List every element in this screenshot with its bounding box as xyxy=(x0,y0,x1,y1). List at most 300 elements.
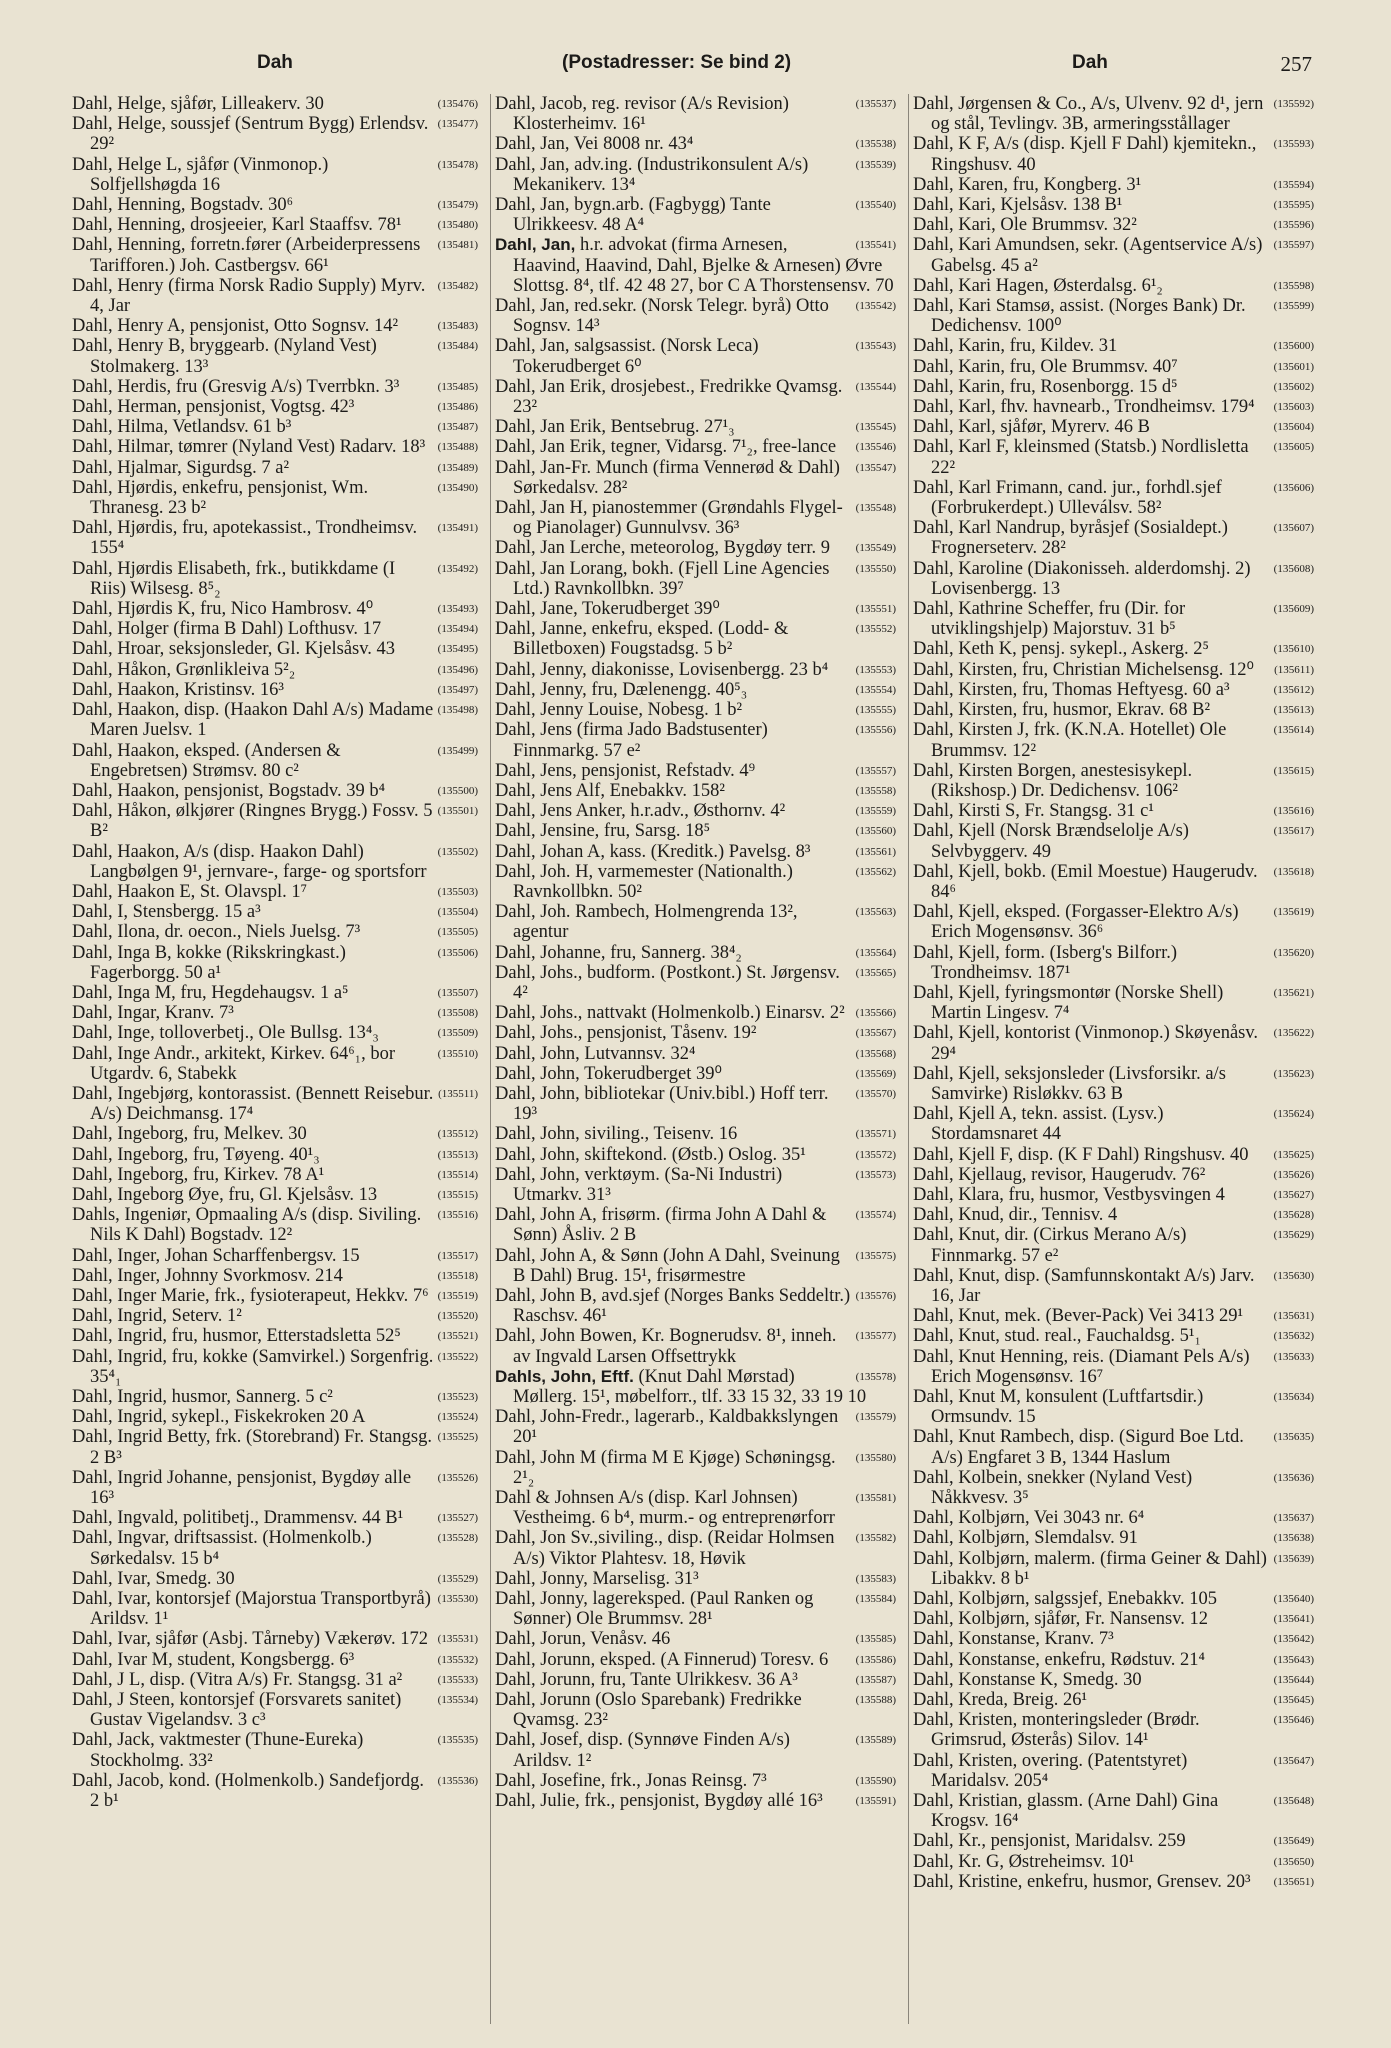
entry-text: Dahl, Kjell (Norsk Brændselolje A/s) Selvbyggerv. 49 xyxy=(913,821,1189,862)
entry-text: Dahl, Kirsten J, frk. (K.N.A. Hotellet) Ole Brummsv. 12² xyxy=(913,720,1227,761)
entry-code: (135615) xyxy=(1273,764,1314,777)
directory-entry xyxy=(72,700,482,740)
entry-code: (135479) xyxy=(437,199,478,212)
entry-code: (135500) xyxy=(437,784,478,797)
entry-text: Dahl, Inga M, fru, Hegdehaugsv. 1 a⁵ xyxy=(72,982,349,1003)
entry-text: Dahl, Konstanse K, Smedg. 30 xyxy=(913,1669,1142,1690)
entry-text: Dahl, Jan, bygn.arb. (Fagbygg) Tante Ulrikkeesv. 48 A⁴ xyxy=(495,195,771,236)
entry-code: (135547) xyxy=(855,461,896,474)
entry-text: Dahl, Jensine, fru, Sarsg. 18⁵ xyxy=(495,821,711,842)
entry-code: (135645) xyxy=(1273,1694,1314,1707)
entry-code: (135538) xyxy=(855,138,896,151)
entry-code: (135576) xyxy=(855,1289,896,1302)
entry-text: Dahl, Haakon, Kristinsv. 16³ xyxy=(72,679,284,700)
entry-text: Dahl, Julie, frk., pensjonist, Bygdøy allé 16³ xyxy=(495,1791,823,1812)
entry-code: (135556) xyxy=(855,724,896,737)
directory-entry xyxy=(913,518,1318,558)
entry-text: Dahl, John, skiftekond. (Østb.) Oslog. 35¹ xyxy=(495,1144,806,1165)
entry-code: (135605) xyxy=(1273,441,1314,454)
directory-entry xyxy=(72,1650,482,1670)
entry-text: Dahl, Jan, h.r. advokat (firma Arnesen, Haavind, Haavind, Dahl, Bjelke & Arnesen) Øvre Slottsg. 8⁴, tlf. 42 48 27, bor C A Thorstensensv. 70 xyxy=(495,235,894,296)
directory-entry xyxy=(495,155,900,195)
directory-entry xyxy=(72,922,482,942)
entry-text: Dahl, Henning, drosjeeier, Karl Staaffsv. 78¹ xyxy=(72,215,402,236)
entry-text: Dahl, Jan, adv.ing. (Industrikonsulent A/s) Mekanikerv. 13⁴ xyxy=(495,154,809,195)
entry-code: (135579) xyxy=(855,1411,896,1424)
entry-text: Dahl, Jane, Tokerudberget 39⁰ xyxy=(495,599,720,620)
entry-text: Dahl, Hjalmar, Sigurdsg. 7 a² xyxy=(72,457,290,478)
entry-text: Dahl, Helge, soussjef (Sentrum Bygg) Erlendsv. 29² xyxy=(72,114,429,155)
directory-entry xyxy=(913,1650,1318,1670)
directory-entry xyxy=(495,1407,900,1447)
entry-code: (135524) xyxy=(437,1411,478,1424)
directory-entry xyxy=(72,902,482,922)
entry-text: Dahl, Joh. H, varmemester (Nationalth.) Ravnkollbkn. 50² xyxy=(495,861,793,902)
entry-code: (135584) xyxy=(855,1593,896,1606)
entry-text: Dahl, Hjørdis K, fru, Nico Hambrosv. 4⁰ xyxy=(72,599,374,620)
directory-entry xyxy=(72,1427,482,1467)
entry-code: (135632) xyxy=(1273,1330,1314,1343)
entry-text: Dahl, Ivar, sjåfør (Asbj. Tårneby) Vækerøv. 172 xyxy=(72,1629,428,1650)
entry-code: (135541) xyxy=(855,239,896,252)
directory-entry xyxy=(72,1387,482,1407)
header-postal-note: (Postadresser: Se bind 2) xyxy=(562,52,792,73)
entry-text: Dahl, Kjell A, tekn. assist. (Lysv.) Stordamsnaret 44 xyxy=(913,1104,1164,1145)
directory-entry xyxy=(913,1872,1318,1892)
directory-entry xyxy=(495,1771,900,1791)
entry-code: (135614) xyxy=(1273,724,1314,737)
entry-code: (135513) xyxy=(437,1148,478,1161)
directory-entry xyxy=(495,660,900,680)
entry-text: Dahl, Johs., pensjonist, Tåsenv. 19² xyxy=(495,1023,757,1044)
directory-entry xyxy=(72,1306,482,1326)
entry-text: Dahl, Ingeborg, fru, Melkev. 30 xyxy=(72,1124,307,1145)
entry-code: (135631) xyxy=(1273,1310,1314,1323)
entry-code: (135495) xyxy=(437,643,478,656)
entry-text: Dahl, Karoline (Diakonisseh. alderdomshj. 2) Lovisenbergg. 13 xyxy=(913,558,1251,599)
directory-entry xyxy=(495,1670,900,1690)
entry-code: (135561) xyxy=(855,845,896,858)
entry-text: Dahl, John B, avd.sjef (Norges Banks Seddeltr.) Raschsv. 46¹ xyxy=(495,1285,851,1327)
entry-text: Dahl, Jorun, Venåsv. 46 xyxy=(495,1629,671,1650)
entry-code: (135536) xyxy=(437,1774,478,1787)
entry-code: (135593) xyxy=(1273,138,1314,151)
directory-entry xyxy=(72,155,482,195)
directory-entry xyxy=(72,1589,482,1629)
directory-entry xyxy=(495,1205,900,1245)
entry-text: Dahl, John Bowen, Kr. Bognerudsv. 8¹, inneh. av Ingvald Larsen Offsettrykk xyxy=(495,1326,837,1367)
entry-text: Dahl, Jack, vaktmester (Thune-Eureka) Stockholmg. 33² xyxy=(72,1730,364,1771)
entry-code: (135567) xyxy=(855,1027,896,1040)
directory-entry xyxy=(495,437,900,457)
entry-text: Dahl, Henning, forretn.fører (Arbeiderpressens Tarifforen.) Joh. Castbergsv. 66¹ xyxy=(72,235,421,276)
entry-code: (135570) xyxy=(855,1087,896,1100)
entry-code: (135629) xyxy=(1273,1229,1314,1242)
directory-entry xyxy=(72,1205,482,1245)
entry-code: (135606) xyxy=(1273,481,1314,494)
entry-code: (135509) xyxy=(437,1027,478,1040)
entry-text: Dahl, Hroar, seksjonsleder, Gl. Kjelsåsv. 43 xyxy=(72,639,396,660)
directory-entry xyxy=(495,134,900,154)
entry-text: Dahl, Henning, Bogstadv. 30⁶ xyxy=(72,195,294,216)
entry-code: (135546) xyxy=(855,441,896,454)
directory-entry xyxy=(72,1185,482,1205)
entry-text: Dahl, Ivar, Smedg. 30 xyxy=(72,1568,235,1589)
directory-entry xyxy=(913,215,1318,235)
entry-text: Dahl, Josef, disp. (Synnøve Finden A/s) Arildsv. 1² xyxy=(495,1730,790,1771)
entry-code: (135506) xyxy=(437,946,478,959)
entry-code: (135493) xyxy=(437,603,478,616)
directory-entry xyxy=(72,559,482,599)
entry-text: Dahl, Kr. G, Østreheimsv. 10¹ xyxy=(913,1851,1135,1872)
entry-text: Dahl, John A, & Sønn (John A Dahl, Sveinung B Dahl) Brug. 15¹, frisørmestre xyxy=(495,1245,840,1286)
directory-entry xyxy=(495,1064,900,1084)
directory-entry xyxy=(913,1347,1318,1387)
entry-text: Dahl, Jan Erik, drosjebest., Fredrikke Qvamsg. 23² xyxy=(495,376,843,418)
directory-entry xyxy=(495,1488,900,1528)
directory-entry xyxy=(913,1549,1318,1589)
entry-text: Dahls, Ingeniør, Opmaaling A/s (disp. Siviling. Nils K Dahl) Bogstadv. 12² xyxy=(72,1205,422,1246)
entry-text: Dahl, Ingrid Johanne, pensjonist, Bygdøy alle 16³ xyxy=(72,1467,412,1509)
entry-code: (135477) xyxy=(437,118,478,131)
directory-entry xyxy=(495,1326,900,1366)
directory-entry xyxy=(913,1670,1318,1690)
directory-entry xyxy=(72,518,482,558)
directory-entry xyxy=(495,235,900,296)
entry-code: (135515) xyxy=(437,1188,478,1201)
entry-code: (135616) xyxy=(1273,805,1314,818)
entry-code: (135566) xyxy=(855,1007,896,1020)
directory-entry xyxy=(495,821,900,841)
directory-entry xyxy=(72,1286,482,1306)
entry-code: (135508) xyxy=(437,1007,478,1020)
directory-entry xyxy=(72,741,482,781)
directory-entry xyxy=(495,377,900,417)
entry-code: (135486) xyxy=(437,401,478,414)
entry-code: (135560) xyxy=(855,825,896,838)
entry-code: (135643) xyxy=(1273,1653,1314,1666)
entry-code: (135633) xyxy=(1273,1350,1314,1363)
entry-text: Dahl, Karin, fru, Kildev. 31 xyxy=(913,336,1118,357)
entry-text: Dahl, Hilmar, tømrer (Nyland Vest) Radarv. 18³ xyxy=(72,437,426,458)
entry-code: (135596) xyxy=(1273,219,1314,232)
directory-entry xyxy=(913,1145,1318,1165)
entry-text: Dahl, Ingrid, fru, kokke (Samvirkel.) Sorgenfrig. 35⁴₁ xyxy=(72,1346,434,1387)
entry-text: Dahl, Ingebjørg, kontorassist. (Bennett Reisebur. A/s) Deichmansg. 17⁴ xyxy=(72,1083,434,1125)
directory-entry xyxy=(72,1084,482,1124)
directory-entry xyxy=(495,1690,900,1730)
directory-entry xyxy=(72,458,482,478)
entry-text: Dahl, John, siviling., Teisenv. 16 xyxy=(495,1124,738,1145)
directory-entry xyxy=(72,235,482,275)
entry-text: Dahl, Henry B, bryggearb. (Nyland Vest) Stolmakerg. 13³ xyxy=(72,336,377,377)
directory-entry xyxy=(495,1629,900,1649)
entry-code: (135622) xyxy=(1273,1027,1314,1040)
entry-code: (135612) xyxy=(1273,683,1314,696)
entry-text: Dahl, Karl Frimann, cand. jur., forhdl.sjef (Forbrukerdept.) Ulleválsv. 58² xyxy=(913,477,1222,519)
directory-entry xyxy=(913,639,1318,659)
entry-code: (135563) xyxy=(855,906,896,919)
directory-entry xyxy=(495,1528,900,1568)
entry-text: Dahl, Haakon, A/s (disp. Haakon Dahl) Langbølgen 9¹, jernvare-, farge- og sportsforr xyxy=(72,841,427,882)
directory-column-1 xyxy=(72,94,482,2024)
directory-entry xyxy=(495,1569,900,1589)
entry-code: (135497) xyxy=(437,683,478,696)
entry-text: Dahl, John, verktøym. (Sa-Ni Industri) Utmarkv. 31³ xyxy=(495,1164,783,1205)
directory-entry xyxy=(913,1427,1318,1467)
entry-code: (135520) xyxy=(437,1310,478,1323)
entry-code: (135577) xyxy=(855,1330,896,1343)
entry-code: (135636) xyxy=(1273,1471,1314,1484)
entry-text: Dahl, Ingeborg, fru, Kirkev. 78 A¹ xyxy=(72,1164,325,1185)
entry-text: Dahl, Holger (firma B Dahl) Lofthusv. 17 xyxy=(72,619,382,640)
entry-code: (135575) xyxy=(855,1249,896,1262)
directory-entry xyxy=(913,902,1318,942)
entry-text: Dahl, K F, A/s (disp. Kjell F Dahl) kjemitekn., Ringshusv. 40 xyxy=(913,134,1257,175)
directory-entry xyxy=(913,559,1318,599)
entry-text: Dahl, Knut, stud. real., Fauchaldsg. 5¹₁ xyxy=(913,1326,1201,1347)
directory-entry xyxy=(72,842,482,882)
entry-code: (135507) xyxy=(437,986,478,999)
entry-code: (135635) xyxy=(1273,1431,1314,1444)
directory-entry xyxy=(495,1084,900,1124)
entry-code: (135571) xyxy=(855,1128,896,1141)
entry-code: (135624) xyxy=(1273,1108,1314,1121)
entry-code: (135530) xyxy=(437,1593,478,1606)
entry-code: (135574) xyxy=(855,1209,896,1222)
directory-entry xyxy=(913,1508,1318,1528)
directory-entry xyxy=(495,1286,900,1326)
directory-entry xyxy=(72,1730,482,1770)
directory-entry xyxy=(495,1124,900,1144)
entry-text: Dahl, Keth K, pensj. sykepl., Askerg. 2⁵ xyxy=(913,639,1209,660)
directory-entry xyxy=(495,963,900,1003)
entry-text: Dahl, Jan Lorang, bokh. (Fjell Line Agencies Ltd.) Ravnkollbkn. 39⁷ xyxy=(495,558,830,599)
entry-code: (135585) xyxy=(855,1633,896,1646)
entry-code: (135625) xyxy=(1273,1148,1314,1161)
directory-entry xyxy=(72,1690,482,1730)
entry-code: (135617) xyxy=(1273,825,1314,838)
entry-code: (135638) xyxy=(1273,1532,1314,1545)
directory-entry xyxy=(495,781,900,801)
header-right-keyword: Dah xyxy=(1072,52,1108,73)
entry-text: Dahl, Kristen, monteringsleder (Brødr. Grimsrud, Østerås) Silov. 14¹ xyxy=(913,1710,1200,1751)
directory-entry xyxy=(72,660,482,680)
entry-code: (135589) xyxy=(855,1734,896,1747)
entry-text: Dahl, Konstanse, enkefru, Rødstuv. 21⁴ xyxy=(913,1649,1205,1670)
entry-code: (135648) xyxy=(1273,1795,1314,1808)
directory-entry xyxy=(72,316,482,336)
directory-entry xyxy=(72,882,482,902)
entry-code: (135510) xyxy=(437,1047,478,1060)
entry-code: (135621) xyxy=(1273,986,1314,999)
directory-entry xyxy=(913,1165,1318,1185)
entry-code: (135543) xyxy=(855,340,896,353)
directory-entry xyxy=(913,377,1318,397)
entry-code: (135557) xyxy=(855,764,896,777)
entry-code: (135487) xyxy=(437,421,478,434)
entry-code: (135482) xyxy=(437,279,478,292)
entry-text: Dahl, Jenny Louise, Nobesg. 1 b² xyxy=(495,700,743,721)
entry-text: Dahl, Inger, Johan Scharffenbergsv. 15 xyxy=(72,1245,360,1266)
directory-column-2 xyxy=(490,94,900,2024)
directory-entry xyxy=(913,195,1318,215)
entry-code: (135569) xyxy=(855,1067,896,1080)
directory-entry xyxy=(913,1629,1318,1649)
directory-entry xyxy=(72,215,482,235)
directory-entry xyxy=(913,1468,1318,1508)
entry-text: Dahl, Inge Andr., arkitekt, Kirkev. 64⁶₁, bor Utgardv. 6, Stabekk xyxy=(72,1043,396,1084)
directory-entry xyxy=(913,1387,1318,1427)
directory-entry xyxy=(72,1165,482,1185)
directory-entry xyxy=(72,94,482,114)
directory-entry xyxy=(72,417,482,437)
entry-code: (135488) xyxy=(437,441,478,454)
directory-entry xyxy=(72,1468,482,1508)
entry-text: Dahl, Jan, Vei 8008 nr. 43⁴ xyxy=(495,134,694,155)
entry-text: Dahl, Henry A, pensjonist, Otto Sognsv. 14² xyxy=(72,316,399,337)
entry-code: (135527) xyxy=(437,1512,478,1525)
entry-text: Dahl, Inge, tolloverbetj., Ole Bullsg. 13⁴₃ xyxy=(72,1023,379,1044)
entry-code: (135597) xyxy=(1273,239,1314,252)
entry-text: Dahl, Hjørdis Elisabeth, frk., butikkdame (I Riis) Wilsesg. 8⁵₂ xyxy=(72,558,396,599)
directory-entry xyxy=(913,1104,1318,1144)
entry-code: (135529) xyxy=(437,1572,478,1585)
entry-text: Dahl, Kristen, overing. (Patentstyret) Maridalsv. 205⁴ xyxy=(913,1750,1188,1791)
entry-code: (135526) xyxy=(437,1471,478,1484)
directory-entry xyxy=(913,1852,1318,1872)
directory-entry xyxy=(495,94,900,134)
entry-code: (135484) xyxy=(437,340,478,353)
directory-entry xyxy=(72,1246,482,1266)
entry-text: Dahl, Kjell, fyringsmontør (Norske Shell) Martin Lingesv. 7⁴ xyxy=(913,982,1224,1024)
entry-code: (135483) xyxy=(437,320,478,333)
entry-text: Dahl, Johan A, kass. (Kreditk.) Pavelsg. 8³ xyxy=(495,841,811,862)
entry-text: Dahl, Kari Amundsen, sekr. (Agentservice A/s) Gabelsg. 45 a² xyxy=(913,235,1263,276)
entry-text: Dahl, Jacob, kond. (Holmenkolb.) Sandefjordg. 2 b¹ xyxy=(72,1770,424,1812)
entry-text: Dahl, Johanne, fru, Sannerg. 38⁴₂ xyxy=(495,942,742,963)
entry-text: Dahl, Jens (firma Jado Badstusenter) Finnmarkg. 57 e² xyxy=(495,720,768,761)
entry-code: (135517) xyxy=(437,1249,478,1262)
directory-entry xyxy=(72,195,482,215)
directory-entry xyxy=(72,437,482,457)
entry-code: (135644) xyxy=(1273,1673,1314,1686)
entry-code: (135588) xyxy=(855,1694,896,1707)
entry-code: (135478) xyxy=(437,158,478,171)
directory-entry xyxy=(495,1145,900,1165)
entry-code: (135491) xyxy=(437,522,478,535)
entry-code: (135607) xyxy=(1273,522,1314,535)
entry-code: (135601) xyxy=(1273,360,1314,373)
entry-text: Dahl, Inger Marie, frk., fysioterapeut, Hekkv. 7⁶ xyxy=(72,1285,429,1306)
entry-code: (135598) xyxy=(1273,279,1314,292)
directory-entry xyxy=(913,276,1318,296)
directory-entry xyxy=(913,336,1318,356)
directory-entry xyxy=(495,336,900,376)
entry-code: (135554) xyxy=(855,683,896,696)
directory-entry xyxy=(495,1791,900,1811)
directory-entry xyxy=(72,943,482,983)
directory-entry xyxy=(913,1751,1318,1791)
entry-code: (135565) xyxy=(855,966,896,979)
directory-entry xyxy=(913,1690,1318,1710)
directory-entry xyxy=(913,1710,1318,1750)
entry-text: Dahl, Karin, fru, Ole Brummsv. 40⁷ xyxy=(913,356,1178,377)
entry-code: (135499) xyxy=(437,744,478,757)
entry-text: Dahl, Kr., pensjonist, Maridalsv. 259 xyxy=(913,1831,1186,1852)
entry-text: Dahl, Jens, pensjonist, Refstadv. 4⁹ xyxy=(495,760,756,781)
entry-code: (135542) xyxy=(855,300,896,313)
directory-entry xyxy=(495,195,900,235)
entry-text: Dahl, Kreda, Breig. 26¹ xyxy=(913,1690,1088,1711)
entry-text: Dahl, Kirsten, fru, Thomas Heftyesg. 60 a³ xyxy=(913,679,1230,700)
entry-text: Dahl, Jan H, pianostemmer (Grøndahls Flygel- og Pianolager) Gunnulvsv. 36³ xyxy=(495,498,843,539)
directory-entry xyxy=(495,296,900,336)
entry-text: Dahl, Ingar, Kranv. 7³ xyxy=(72,1003,234,1024)
entry-text: Dahl, Jenny, diakonisse, Lovisenbergg. 23 b⁴ xyxy=(495,659,829,680)
entry-code: (135647) xyxy=(1273,1754,1314,1767)
directory-entry xyxy=(913,397,1318,417)
entry-code: (135550) xyxy=(855,562,896,575)
directory-entry xyxy=(913,1266,1318,1306)
entry-text: Dahl, Konstanse, Kranv. 7³ xyxy=(913,1629,1114,1650)
entry-text: Dahl, John, Lutvannsv. 32⁴ xyxy=(495,1043,696,1064)
entry-code: (135642) xyxy=(1273,1633,1314,1646)
entry-code: (135634) xyxy=(1273,1391,1314,1403)
entry-text: Dahl, Hjørdis, fru, apotekassist., Trondheimsv. 155⁴ xyxy=(72,518,418,559)
entry-code: (135602) xyxy=(1273,380,1314,393)
entry-code: (135594) xyxy=(1273,178,1314,191)
entry-text: Dahl, Helge, sjåfør, Lilleakerv. 30 xyxy=(72,94,324,114)
entry-text: Dahl, J Steen, kontorsjef (Forsvarets sanitet) Gustav Vigelandsv. 3 c³ xyxy=(72,1690,402,1731)
entry-code: (135562) xyxy=(855,865,896,878)
entry-text: Dahl, Inger, Johnny Svorkmosv. 214 xyxy=(72,1265,343,1286)
directory-entry xyxy=(913,720,1318,760)
entry-text: Dahl, Haakon, pensjonist, Bogstadv. 39 b⁴ xyxy=(72,780,386,801)
directory-entry xyxy=(495,1023,900,1043)
entry-code: (135534) xyxy=(437,1694,478,1707)
directory-entry xyxy=(72,599,482,619)
directory-entry xyxy=(72,1266,482,1286)
directory-entry xyxy=(913,134,1318,174)
entry-text: Dahl, Ingrid, Seterv. 1² xyxy=(72,1306,242,1327)
directory-entry xyxy=(913,1306,1318,1326)
directory-columns xyxy=(72,94,1317,2024)
entry-code: (135649) xyxy=(1273,1835,1314,1848)
directory-entry xyxy=(495,1730,900,1770)
entry-text: Dahl, John-Fredr., lagerarb., Kaldbakkslyngen 20¹ xyxy=(495,1407,839,1448)
entry-code: (135610) xyxy=(1273,643,1314,656)
directory-entry xyxy=(495,801,900,821)
entry-text: Dahl, Ingrid, fru, husmor, Etterstadsletta 52⁵ xyxy=(72,1326,401,1347)
entry-text: Dahl, Kolbjørn, malerm. (firma Geiner & Dahl) Libakkv. 8 b¹ xyxy=(913,1548,1267,1589)
entry-text: Dahl, Ingvald, politibetj., Drammensv. 44 B¹ xyxy=(72,1508,404,1529)
directory-entry xyxy=(72,801,482,841)
entry-code: (135514) xyxy=(437,1168,478,1181)
directory-entry xyxy=(495,1165,900,1205)
entry-text: Dahl, Hilma, Vetlandsv. 61 b³ xyxy=(72,417,292,438)
entry-text: Dahl, Jørgensen & Co., A/s, Ulvenv. 92 d¹, jern og stål, Tevlingv. 3B, armeringsstållager xyxy=(913,94,1264,135)
directory-entry xyxy=(72,1044,482,1084)
directory-entry xyxy=(495,619,900,659)
entry-code: (135587) xyxy=(855,1673,896,1686)
entry-text: Dahl, Jan, red.sekr. (Norsk Telegr. byrå) Otto Sognsv. 14³ xyxy=(495,296,829,337)
entry-text: Dahl, Ingrid Betty, frk. (Storebrand) Fr. Stangsg. 2 B³ xyxy=(72,1427,433,1468)
entry-code: (135502) xyxy=(437,845,478,858)
entry-code: (135496) xyxy=(437,663,478,676)
entry-text: Dahl, Kjell, seksjonsleder (Livsforsikr. a/s Samvirke) Risløkkv. 63 B xyxy=(913,1063,1226,1104)
entry-text: Dahl, Kjell, bokb. (Emil Moestue) Haugerudv. 84⁶ xyxy=(913,861,1258,902)
